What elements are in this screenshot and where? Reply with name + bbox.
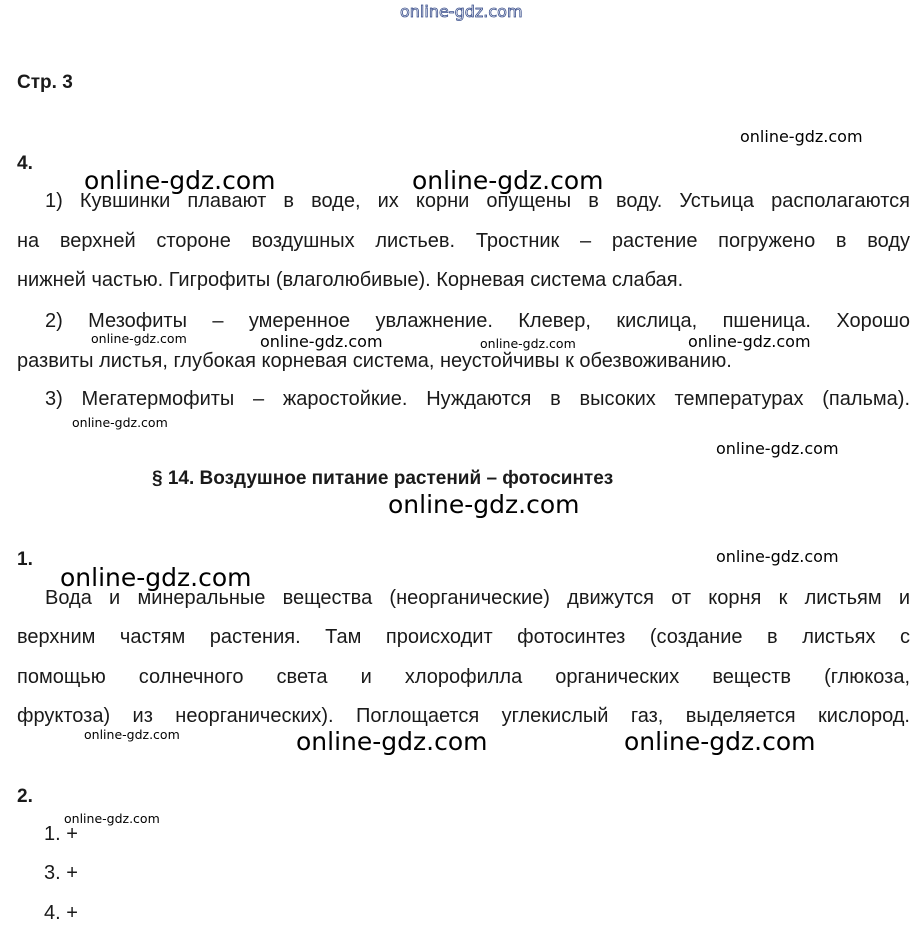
task-1-line: верхним частям растения. Там происходит фотосинтез (создание в листьях с — [17, 626, 910, 648]
watermark: online-gdz.com — [480, 336, 576, 351]
section-title: § 14. Воздушное питание растений – фотосинтез — [152, 468, 614, 489]
watermark: online-gdz.com — [84, 166, 276, 195]
watermark: online-gdz.com — [91, 331, 187, 346]
watermark: online-gdz.com — [740, 127, 863, 146]
task-1-line: помощью солнечного света и хлорофилла органических веществ (глюкоза, — [17, 666, 910, 688]
watermark: online-gdz.com — [60, 563, 252, 592]
task-4-line: 3) Мегатермофиты – жаростойкие. Нуждаются в высоких температурах (пальма). — [45, 388, 910, 410]
answer-item: 1. + — [44, 823, 78, 845]
watermark: online-gdz.com — [716, 439, 839, 458]
task-1-line: Вода и минеральные вещества (неорганические) движутся от корня к листьям и — [45, 587, 910, 609]
task-1-number: 1. — [17, 549, 33, 570]
watermark: online-gdz.com — [84, 727, 180, 742]
task-4-number: 4. — [17, 153, 33, 174]
task-4-line: нижней частью. Гигрофиты (влаголюбивые). Корневая система слабая. — [17, 269, 684, 291]
task-4-line: на верхней стороне воздушных листьев. Тростник – растение погружено в воду — [17, 230, 910, 252]
watermark: online-gdz.com — [64, 811, 160, 826]
answer-item: 4. + — [44, 902, 78, 924]
watermark: online-gdz.com — [688, 332, 811, 351]
watermark: online-gdz.com — [388, 490, 580, 519]
page-label: Стр. 3 — [17, 72, 73, 93]
answer-item: 3. + — [44, 862, 78, 884]
task-4-line: развиты листья, глубокая корневая система, неустойчивы к обезвоживанию. — [17, 350, 732, 372]
watermark: online-gdz.com — [624, 727, 816, 756]
watermark: online-gdz.com — [296, 727, 488, 756]
task-2-number: 2. — [17, 786, 33, 807]
watermark-top: online-gdz.com — [400, 2, 523, 21]
watermark: online-gdz.com — [260, 332, 383, 351]
watermark: online-gdz.com — [716, 547, 839, 566]
watermark: online-gdz.com — [412, 166, 604, 195]
task-1-line: фруктоза) из неорганических). Поглощается углекислый газ, выделяется кислород. — [17, 705, 910, 727]
task-4-line: 1) Кувшинки плавают в воде, их корни опущены в воду. Устьица располагаются — [45, 190, 910, 212]
watermark: online-gdz.com — [72, 415, 168, 430]
task-4-line: 2) Мезофиты – умеренное увлажнение. Клевер, кислица, пшеница. Хорошо — [45, 310, 910, 332]
